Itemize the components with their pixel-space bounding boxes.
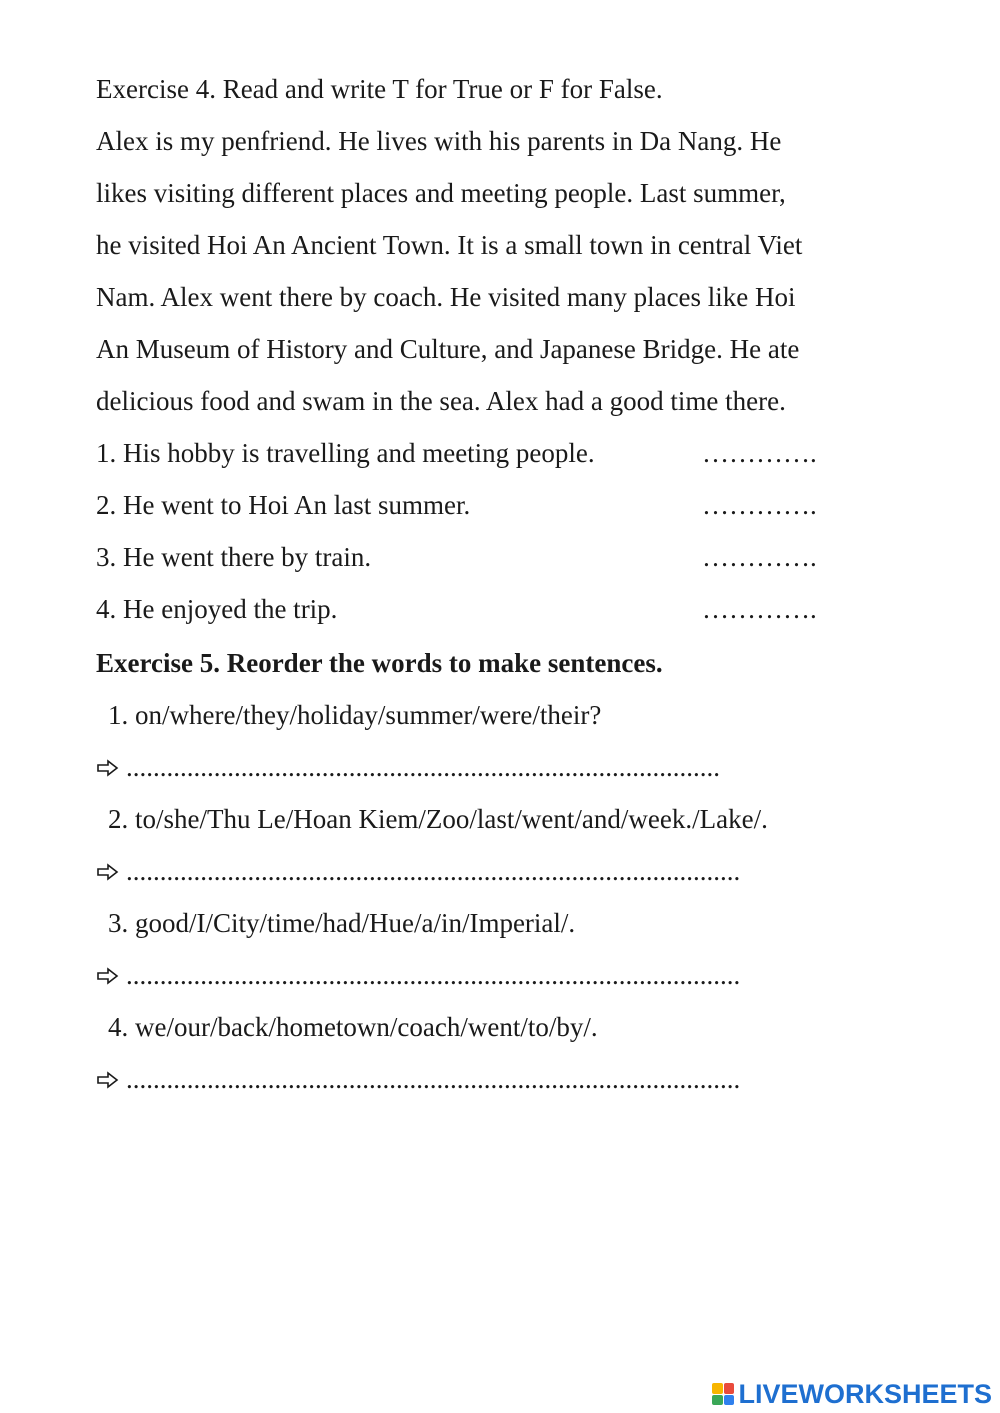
logo-tile — [712, 1383, 723, 1394]
reorder-answer-blank[interactable]: ........................................................................................... — [126, 856, 741, 886]
right-arrow-outline-icon — [96, 758, 120, 778]
reorder-answer-row — [96, 854, 740, 888]
right-arrow-outline-icon — [96, 966, 120, 986]
reorder-answer-row — [96, 958, 740, 992]
passage-line: An Museum of History and Culture, and Japanese Bridge. He ate — [96, 334, 800, 364]
logo-tile — [724, 1383, 735, 1394]
passage-line: delicious food and swam in the sea. Alex had a good time there. — [96, 386, 786, 416]
right-arrow-outline-icon — [96, 1070, 120, 1090]
reorder-prompt: 3. good/I/City/time/had/Hue/a/in/Imperial/. — [108, 908, 576, 938]
passage-line: Nam. Alex went there by coach. He visited many places like Hoi — [96, 282, 796, 312]
reorder-prompt: 2. to/she/Thu Le/Hoan Kiem/Zoo/last/went/and/week./Lake/. — [108, 804, 768, 834]
tf-answer-blank[interactable]: …………. — [702, 542, 817, 572]
reorder-answer-blank[interactable]: ........................................................................................... — [126, 1064, 741, 1094]
passage-line: Alex is my penfriend. He lives with his parents in Da Nang. He — [96, 126, 782, 156]
exercise-5-title: Exercise 5. Reorder the words to make sentences. — [96, 648, 663, 678]
exercise-4-title: Exercise 4. Read and write T for True or F for False. — [96, 74, 663, 104]
tf-answer-blank[interactable]: …………. — [702, 594, 817, 624]
liveworksheets-logo-icon — [712, 1383, 734, 1405]
tf-question-text: 1. His hobby is travelling and meeting people. — [96, 438, 595, 468]
tf-question-row — [96, 488, 896, 522]
tf-question-text: 2. He went to Hoi An last summer. — [96, 490, 471, 520]
liveworksheets-logo-text: LIVEWORKSHEETS — [738, 1378, 992, 1409]
tf-question-text: 4. He enjoyed the trip. — [96, 594, 338, 624]
tf-question-row — [96, 436, 896, 470]
logo-tile — [724, 1395, 735, 1406]
reorder-answer-blank[interactable]: ........................................................................................ — [126, 752, 720, 782]
tf-question-row — [96, 592, 896, 626]
tf-question-text: 3. He went there by train. — [96, 542, 372, 572]
tf-question-row — [96, 540, 896, 574]
reorder-prompt: 4. we/our/back/hometown/coach/went/to/by/. — [108, 1012, 598, 1042]
reorder-answer-blank[interactable]: ........................................................................................... — [126, 960, 741, 990]
reorder-prompt: 1. on/where/they/holiday/summer/were/their? — [108, 700, 602, 730]
passage-line: he visited Hoi An Ancient Town. It is a small town in central Viet — [96, 230, 803, 260]
reorder-answer-row — [96, 750, 720, 784]
tf-answer-blank[interactable]: …………. — [702, 438, 817, 468]
tf-answer-blank[interactable]: …………. — [702, 490, 817, 520]
right-arrow-outline-icon — [96, 862, 120, 882]
liveworksheets-logo — [712, 1379, 992, 1409]
reorder-answer-row — [96, 1062, 740, 1096]
passage-line: likes visiting different places and meeting people. Last summer, — [96, 178, 786, 208]
logo-tile — [712, 1395, 723, 1406]
